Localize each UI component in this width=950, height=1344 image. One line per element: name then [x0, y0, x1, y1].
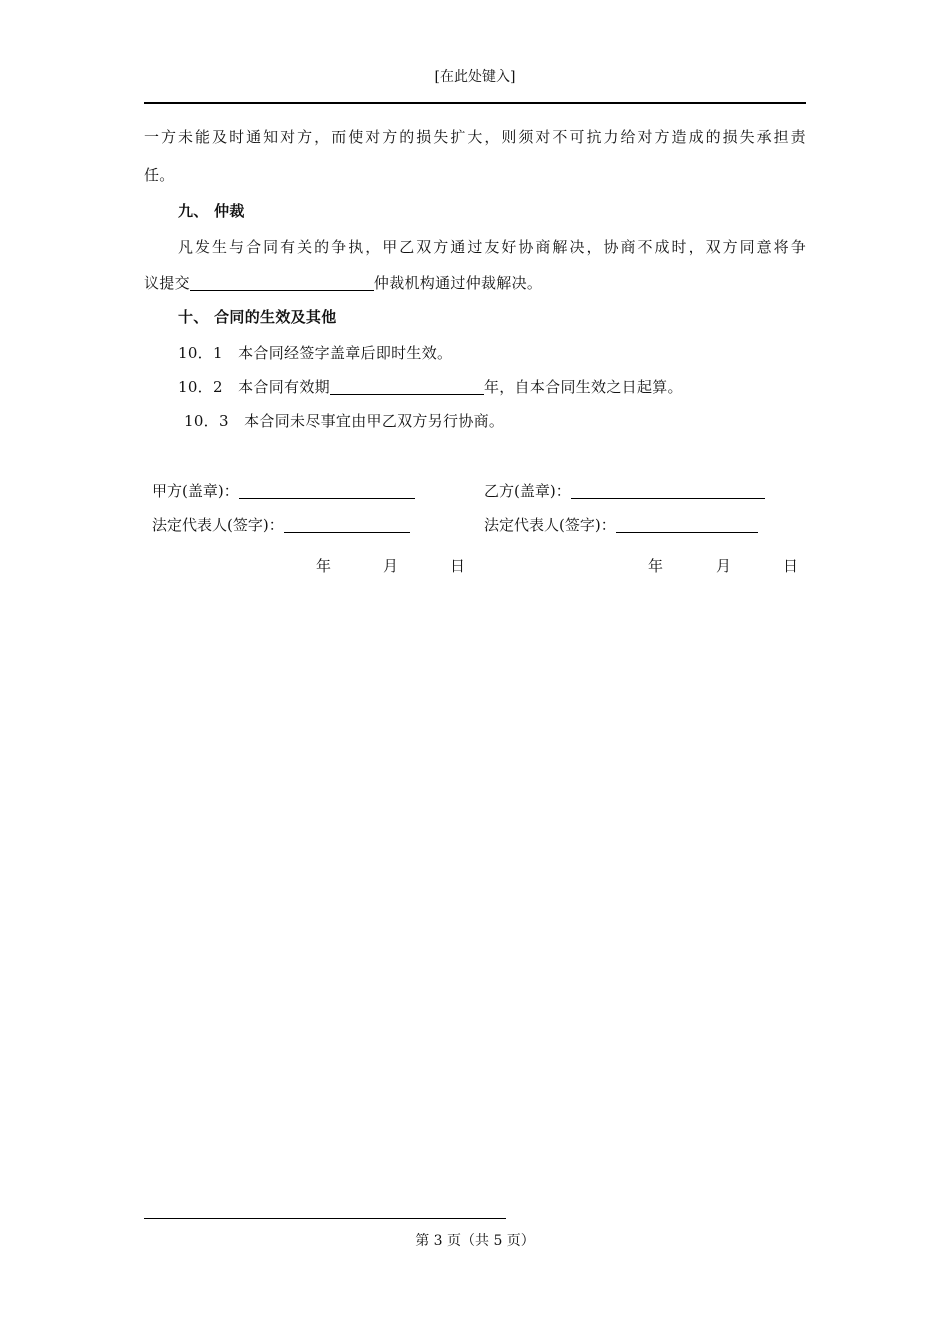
arbitration-body-blank[interactable] — [190, 274, 374, 291]
validity-period-blank[interactable] — [330, 378, 484, 395]
section9-line2-prefix: 议提交 — [144, 274, 190, 292]
party-a-rep-label: 法定代表人(签字)： — [152, 516, 284, 534]
party-b-seal — [484, 480, 765, 501]
party-a-rep-blank[interactable] — [284, 516, 410, 533]
paragraph-continuation-line1: 一方未能及时通知对方，而使对方的损失扩大，则须对不可抗力给对方造成的损失承担责 — [144, 128, 806, 146]
paragraph-continuation-line2: 任。 — [144, 166, 175, 184]
party-a-representative — [152, 514, 410, 535]
footer-divider — [144, 1218, 506, 1219]
party-b-rep-blank[interactable] — [616, 516, 758, 533]
party-a-date-day: 日 — [450, 557, 466, 575]
party-b-representative — [484, 514, 758, 535]
party-b-date-year: 年 — [648, 557, 664, 575]
party-b-seal-label: 乙方(盖章)： — [484, 482, 571, 500]
party-a-seal-label: 甲方(盖章)： — [152, 482, 239, 500]
section9-paragraph-line2 — [144, 272, 542, 293]
header-placeholder: [在此处键入] — [434, 69, 516, 85]
clause-10-1: 10．1 本合同经签字盖章后即时生效。 — [178, 344, 453, 362]
page-number: 第 3 页（共 5 页） — [415, 1233, 535, 1249]
clause-10-2-prefix: 10．2 本合同有效期 — [178, 378, 330, 396]
party-a-date-month: 月 — [383, 557, 399, 575]
party-b-rep-label: 法定代表人(签字)： — [484, 516, 616, 534]
party-b-seal-blank[interactable] — [571, 482, 765, 499]
clause-10-3: 10．3 本合同未尽事宜由甲乙双方另行协商。 — [184, 412, 505, 430]
clause-10-2-suffix: 年，自本合同生效之日起算。 — [483, 378, 683, 396]
section10-heading: 十、 合同的生效及其他 — [178, 308, 337, 326]
party-b-date-day: 日 — [783, 557, 799, 575]
section9-heading: 九、 仲裁 — [178, 202, 245, 220]
clause-10-2 — [178, 376, 683, 397]
section9-line2-suffix: 仲裁机构通过仲裁解决。 — [373, 274, 543, 292]
header-divider — [144, 102, 806, 104]
section9-paragraph-line1: 凡发生与合同有关的争执，甲乙双方通过友好协商解决，协商不成时，双方同意将争 — [178, 238, 806, 256]
party-a-date-year: 年 — [316, 557, 332, 575]
party-b-date-month: 月 — [716, 557, 732, 575]
party-a-seal — [152, 480, 415, 501]
party-a-seal-blank[interactable] — [239, 482, 415, 499]
